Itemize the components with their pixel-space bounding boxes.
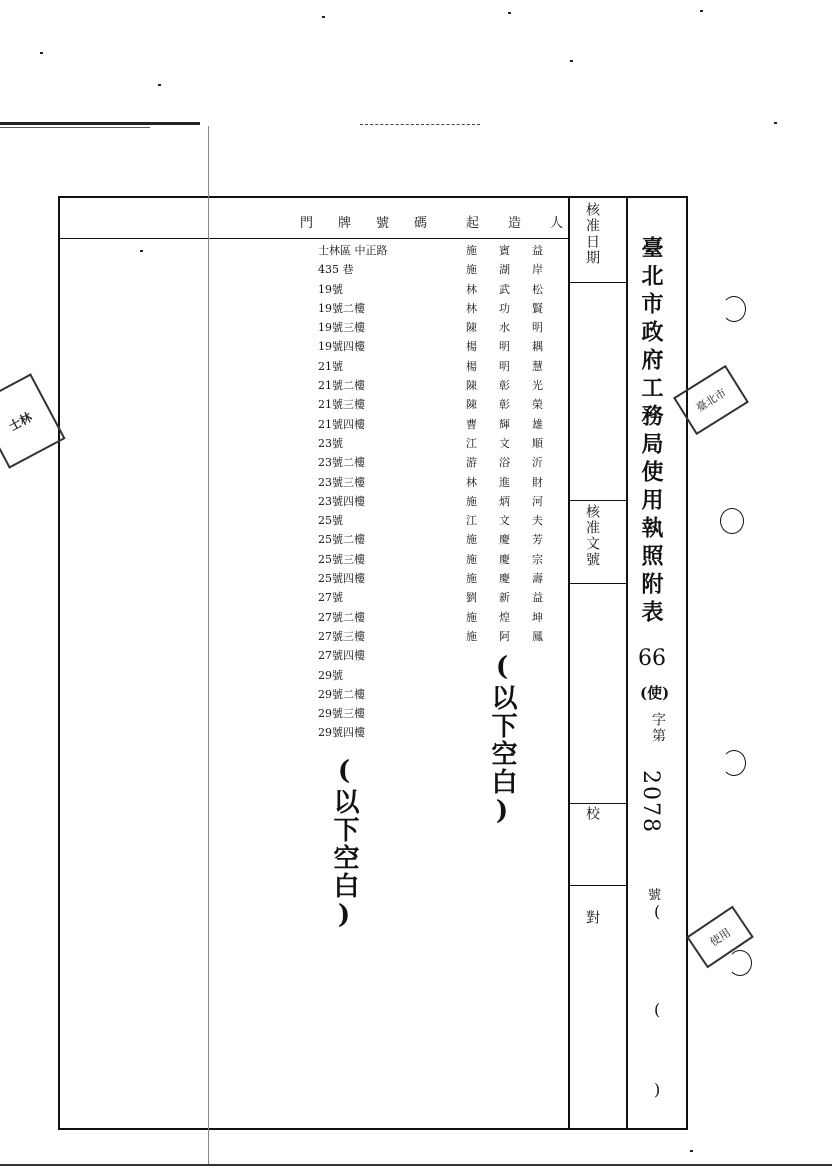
address-row: 27號四樓 [318,649,365,663]
license-zi-di: 字第 [650,712,666,744]
divider-approval-title [626,196,628,1130]
official-seal-upper-right: 臺北市 [673,365,749,435]
document-title: 臺北市政府工務局使用執照附表 [638,236,664,628]
column-header-address: 門 牌 號 碼 [300,216,434,231]
scan-speck [40,52,43,54]
address-row: 23號二樓 [318,456,365,470]
blank-note-builder: (以下空白) [487,652,517,828]
address-row: 25號三樓 [318,552,365,566]
address-row: 29號四樓 [318,726,365,740]
builder-list [466,241,565,646]
address-row: 19號四樓 [318,340,365,354]
address-row: 29號 [318,668,343,682]
approval-date-divider [568,282,626,283]
address-row: 29號二樓 [318,687,365,701]
address-row: 21號 [318,359,343,373]
builder-row: 林進財 [466,475,565,489]
scan-speck [140,250,143,252]
address-row: 21號三樓 [318,398,365,412]
divider-data-approval [568,196,570,1130]
builder-row: 施慶壽 [466,572,565,586]
address-row: 19號二樓 [318,301,365,315]
address-row: 21號二樓 [318,379,365,393]
builder-row: 江文順 [466,436,565,450]
license-year: 66 [638,646,666,671]
address-row: 士林區 中正路 [318,244,388,257]
builder-row: 施阿鳳 [466,629,565,643]
punch-hole-2 [720,508,744,534]
address-row: 29號三樓 [318,707,365,721]
proofread-top-divider [568,803,626,804]
approval-doc-label: 核准文號 [584,504,600,568]
builder-row: 施煌坤 [466,610,565,624]
official-seal-left: 士林 [0,373,66,468]
address-row: 19號三樓 [318,321,365,335]
address-row: 25號 [318,514,343,528]
builder-row: 施賓益 [466,244,565,257]
address-row: 23號三樓 [318,475,365,489]
scan-dash-mark [360,124,480,125]
builder-row: 林功賢 [466,301,565,315]
header-divider [58,238,568,239]
scan-fold-mark-thin [0,127,150,128]
approval-doc-top-divider [568,500,626,501]
page-bottom-edge [0,1164,832,1166]
paren-mark-3: ) [654,1080,661,1099]
builder-row: 曹輝雄 [466,417,565,431]
address-row: 21號四樓 [318,417,365,431]
official-seal-lower-right: 使用 [686,906,754,969]
address-row: 27號二樓 [318,610,365,624]
license-hao: 號 [648,888,662,903]
builder-row: 施湖岸 [466,263,565,277]
scan-speck [158,84,161,86]
address-row: 25號二樓 [318,533,365,547]
builder-row: 陳水明 [466,321,565,335]
punch-hole-3 [722,750,746,776]
builder-row: 林武松 [466,282,565,296]
address-row: 435 巷 [318,263,354,277]
address-row: 23號 [318,436,343,450]
builder-row: 楊明耦 [466,340,565,354]
paren-mark-1: ( [654,902,661,921]
builder-row: 施慶宗 [466,552,565,566]
scan-speck [690,1150,693,1152]
address-row: 25號四樓 [318,572,365,586]
address-row: 27號 [318,591,343,605]
proofread-label: 校 對 [584,806,600,962]
approval-date-label: 核准日期 [584,202,600,266]
license-type: (使) [640,684,670,702]
address-row: 19號 [318,282,343,296]
punch-hole-1 [722,296,746,322]
builder-row: 楊明慧 [466,359,565,373]
address-row: 27號三樓 [318,629,365,643]
scan-speck [774,122,777,124]
column-header-builder: 起 造 人 [466,216,572,231]
builder-row: 施炳河 [466,494,565,508]
scan-speck [700,10,703,12]
builder-row: 施慶芳 [466,533,565,547]
license-number: 2078 [638,770,663,834]
scan-speck [508,12,511,14]
builder-row: 游浴沂 [466,456,565,470]
builder-row: 江文夫 [466,514,565,528]
approval-doc-divider [568,583,626,584]
punch-hole-4 [728,950,752,976]
scan-fold-mark [0,122,200,125]
paren-mark-2: ( [654,1000,661,1019]
address-list [318,241,388,743]
address-row: 23號四樓 [318,494,365,508]
builder-row: 陳彰榮 [466,398,565,412]
blank-note-address: (以下空白) [329,756,359,932]
scan-speck [322,16,325,18]
scan-crease-line [208,126,209,1166]
scan-speck [570,60,573,62]
builder-row: 陳彰光 [466,379,565,393]
builder-row: 劉新益 [466,591,565,605]
